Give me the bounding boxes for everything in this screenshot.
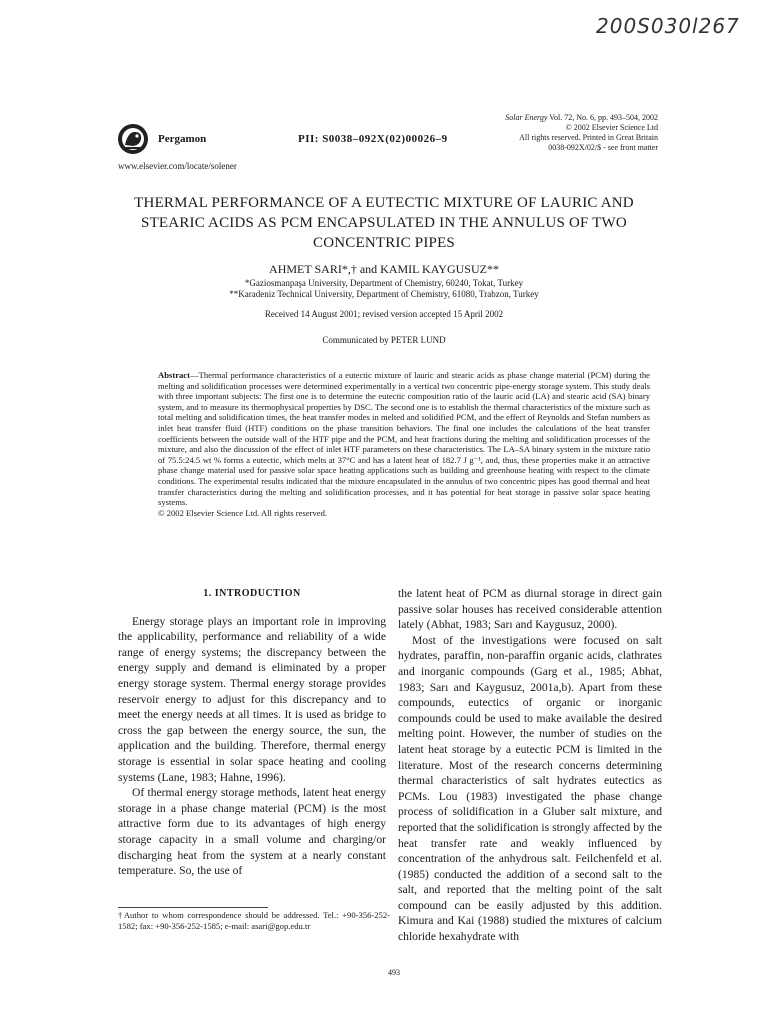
affiliation-1: *Gaziosmanpaşa University, Department of Chemistry, 60240, Tokat, Turkey xyxy=(244,278,524,288)
abstract xyxy=(158,370,650,518)
abstract-lead: Abstract xyxy=(158,370,190,380)
paragraph: the latent heat of PCM as diurnal storage in direct gain passive solar houses has received considerable attention lately (Abhat, 1983; Sarı and Kaygusuz, 2000). xyxy=(398,587,662,632)
page-number: 493 xyxy=(388,968,400,977)
abstract-copyright: © 2002 Elsevier Science Ltd. All rights reserved. xyxy=(158,507,328,518)
paper-authors: AHMET SARI*,† and KAMIL KAYGUSUZ** xyxy=(269,262,499,276)
paragraph: Of thermal energy storage methods, latent heat energy storage in a phase change material (PCM) is the most attractive form due to its advantages of high energy storage capacity in a small volume and charging/or discharging heat from the system at a nearly constant temperature. So, the use of xyxy=(118,786,386,878)
paragraph: Most of the investigations were focused on salt hydrates, paraffin, non-paraffin organic acids, clathrates and inorganic compounds (Garg et al., 1985; Abhat, 1983; Sarı and Kaygusuz, 2001a,b). Apart from these compounds, eutectics of organic or inorganic compounds could be used to make available the desired melting point. However, the number of studies on the latent heat storage by a eutectic PCM is limited in the literature. Most of the research concerns determining thermal characteristics of salt hydrates eutectics as PCMs. Lou (1983) investigated the phase change process of solidification in a Gluber salt mixture, and reported that the solidification is strongly affected by the heat transfer rate and weakly influenced by concentration of the anhydrous salt. Feilchenfeld et al. (1985) conducted the addition of a second salt to the salt, and reported that the melting point of the salt compound can be easily adjusted by this addition. Kimura and Kai (1988) studied the mixtures of calcium chloride hexahydrate with xyxy=(398,633,662,944)
paragraph: Energy storage plays an important role in improving the applicability, performance and reliability of a wide range of energy systems; the discrepancy between the energy supply and demand is eliminated by a proper energy storage system. Thermal energy storage provides reservoir energy to adjust for this discrepancy and to meet the energy needs at all times. It is used as bridge to cross the gap between the energy source, the sun, the application and the building. Therefore, thermal energy storage is essential in solar space heating and cooling systems (Lane, 1983; Hahne, 1996). xyxy=(118,614,386,784)
section-heading: 1. INTRODUCTION xyxy=(203,588,301,599)
communicated-by: Communicated by PETER LUND xyxy=(322,335,446,345)
journal-issn: 0038-092X/02/$ - see front matter xyxy=(548,143,658,152)
received-dates: Received 14 August 2001; revised version accepted 15 April 2002 xyxy=(264,309,504,319)
footnote-divider xyxy=(118,907,268,908)
journal-name: Solar Energy xyxy=(505,113,548,122)
paper-title: THERMAL PERFORMANCE OF A EUTECTIC MIXTURE OF LAURIC AND STEARIC ACIDS AS PCM ENCAPSULATED IN THE ANNULUS OF TWO CONCENTRIC PIPES xyxy=(134,195,634,251)
journal-citation: Vol. 72, No. 6, pp. 493–504, 2002 xyxy=(549,113,658,122)
journal-info xyxy=(505,113,658,153)
pii-code: PII: S0038–092X(02)00026–9 xyxy=(298,133,448,145)
journal-rights: All rights reserved. Printed in Great Britain xyxy=(519,133,658,142)
journal-copyright: © 2002 Elsevier Science Ltd xyxy=(565,123,658,132)
right-column xyxy=(398,586,662,945)
handwritten-note: 200S030l267 xyxy=(596,14,740,38)
affiliations xyxy=(110,278,658,300)
affiliation-2: **Karadeniz Technical University, Department of Chemistry, 61080, Trabzon, Turkey xyxy=(229,289,539,299)
footnote: †Author to whom correspondence should be addressed. Tel.: +90-356-252-1582; fax: +90-356-252-1585; e-mail: asari@gop.edu.tr xyxy=(118,910,390,931)
publisher-name: Pergamon xyxy=(158,133,207,145)
journal-url[interactable]: www.elsevier.com/locate/solener xyxy=(118,161,237,171)
pergamon-logo-icon xyxy=(116,123,150,155)
left-column xyxy=(118,586,386,879)
abstract-text: —Thermal performance characteristics of a eutectic mixture of lauric and stearic acids as phase change material (PCM) during the melting and solidification processes were determined experimentally in a vertical two concentric pipe-energy storage system. This study deals with three important subjects: The first one is to determine the eutectic composition ratio of the lauric acid (LA) and stearic acid (SA) binary system, and to measure its thermophysical properties by DSC. The second one is to establish the thermal characteristics of the mixture such as total melting and solidification times, the heat transfer modes in melted and solidified PCM, and the effect of Reynolds and Stefan numbers as inlet heat transfer fluid (HTF) conditions on the phase transition behaviors. The final one includes the calculations of the heat transfer coefficients between the outside wall of the HTF pipe and the PCM, and heat fractions during the melting and solidification processes of the mixture, and also the discussion of the effect of inlet HTF parameters on these characteristics. The LA–SA binary system in the mixture ratio of 75.5:24.5 wt % forms a eutectic, which melts at 37°C and has a latent heat of 182.7 J g⁻¹, and, thus, these properties make it an attractive phase change material used for passive solar space heating applications such as building and greenhouse heating with respect to the climate conditions. The experimental results indicated that the mixture encapsulated in the annulus of two concentric pipes has good thermal and heat transfer characteristics during the melting and solidification processes, and it has potential for heat storage in passive solar space heating systems. xyxy=(158,370,650,508)
